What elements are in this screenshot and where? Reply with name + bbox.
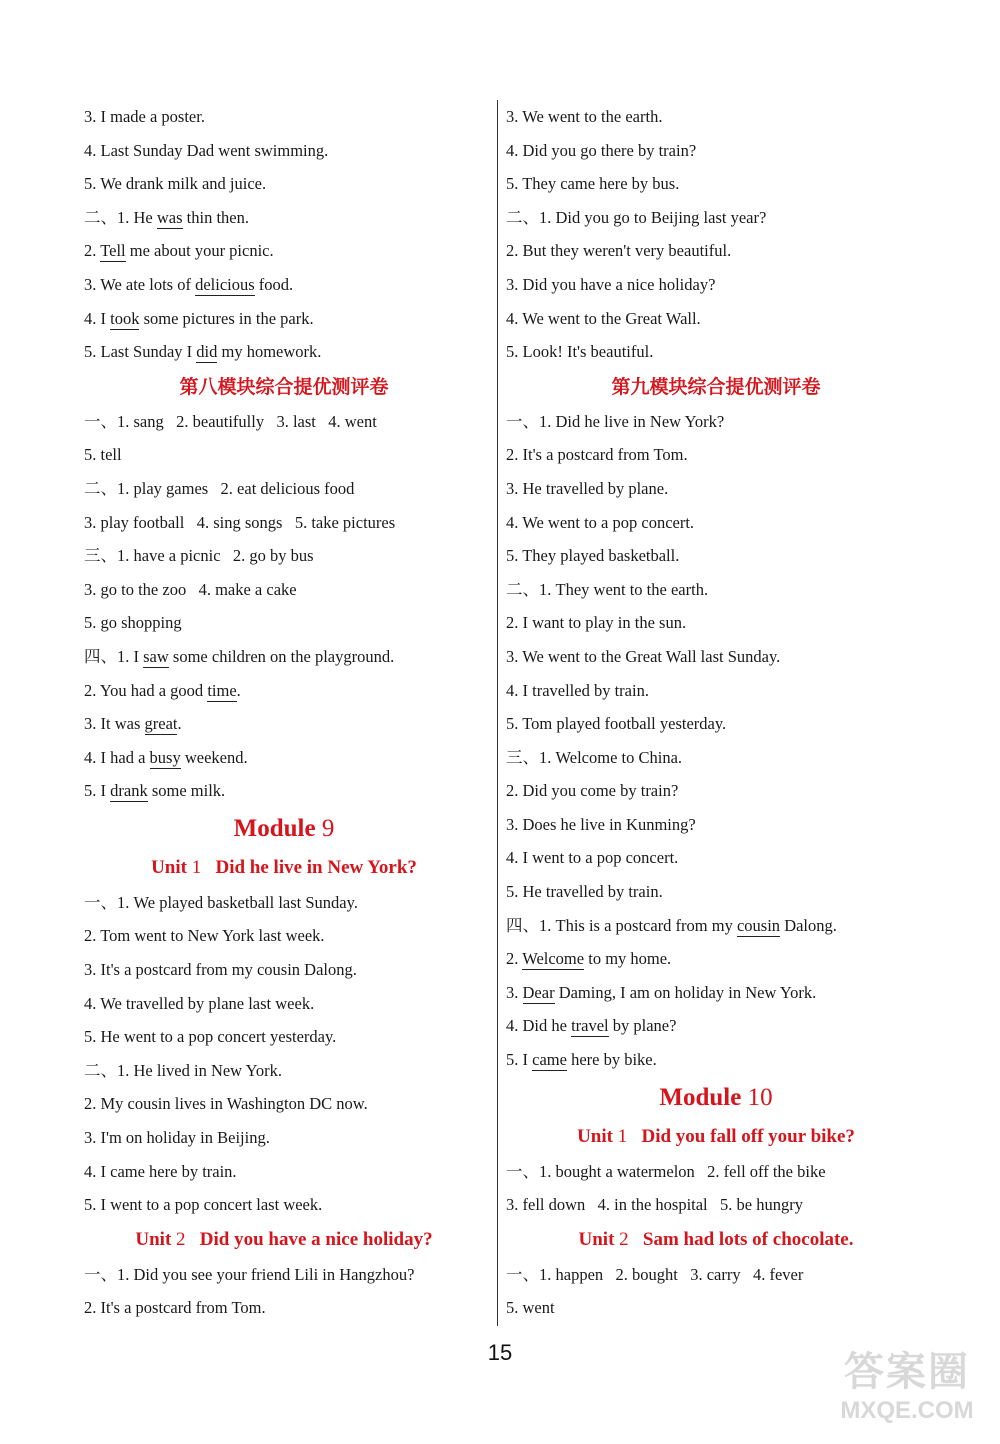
answer-text: some children on the playground. bbox=[168, 646, 395, 666]
answer-line bbox=[506, 302, 926, 336]
answer-line bbox=[84, 987, 484, 1021]
unit-heading bbox=[84, 1222, 484, 1258]
answer-line bbox=[506, 1188, 926, 1222]
answer-line bbox=[506, 1009, 926, 1043]
answer-text: 一、1. Did you see your friend Lili in Hangzhou? bbox=[84, 1264, 415, 1284]
answer-line bbox=[84, 134, 484, 168]
answer-line bbox=[506, 1291, 926, 1325]
answer-text: 3. We went to the Great Wall last Sunday. bbox=[506, 646, 781, 666]
answer-text: 4. I travelled by train. bbox=[506, 680, 649, 700]
answer-line bbox=[84, 707, 484, 741]
underlined-answer: came bbox=[532, 1050, 567, 1070]
watermark-chinese: 答案圈 bbox=[844, 1349, 970, 1395]
answer-text: 二、1. They went to the earth. bbox=[506, 579, 709, 599]
answer-line bbox=[506, 573, 926, 607]
answer-line bbox=[506, 674, 926, 708]
answer-text: 5. Look! It's beautiful. bbox=[506, 342, 654, 362]
answer-line bbox=[506, 335, 926, 369]
unit-title: Sam had lots of chocolate. bbox=[628, 1228, 854, 1250]
answer-text: 3. We ate lots of bbox=[84, 274, 196, 294]
answer-line bbox=[506, 976, 926, 1010]
answer-line bbox=[84, 539, 484, 573]
answer-text: 一、1. happen 2. bought 3. carry 4. fever bbox=[506, 1264, 804, 1284]
unit-heading bbox=[506, 1222, 926, 1258]
answer-text: some pictures in the park. bbox=[139, 308, 314, 328]
answer-text: 3. Does he live in Kunming? bbox=[506, 814, 696, 834]
answer-text: 4. I had a bbox=[84, 747, 150, 767]
underlined-answer: cousin bbox=[736, 915, 781, 935]
answer-text: 4. We went to the Great Wall. bbox=[506, 308, 701, 328]
answer-line bbox=[84, 302, 484, 336]
watermark-logo bbox=[822, 1348, 992, 1438]
answer-text: 5. He went to a pop concert yesterday. bbox=[84, 1027, 337, 1047]
column-divider bbox=[497, 100, 498, 1326]
answer-text: 2. My cousin lives in Washington DC now. bbox=[84, 1094, 368, 1114]
answer-text: some milk. bbox=[147, 781, 226, 801]
answer-line bbox=[84, 472, 484, 506]
answer-text: 2. It's a postcard from Tom. bbox=[84, 1298, 266, 1318]
page-number: 15 bbox=[487, 1340, 513, 1365]
unit-number: 1 bbox=[617, 1125, 628, 1147]
underlined-answer: time bbox=[207, 680, 237, 700]
answer-text: 4. I came here by train. bbox=[84, 1161, 237, 1181]
unit-label: Unit bbox=[578, 1228, 620, 1250]
underlined-answer: travel bbox=[571, 1016, 609, 1036]
answer-text: 4. I went to a pop concert. bbox=[506, 848, 679, 868]
answer-line bbox=[84, 919, 484, 953]
unit-title: Did he live in New York? bbox=[201, 856, 417, 878]
answer-text: me about your picnic. bbox=[125, 241, 274, 261]
answer-text: 一、1. We played basketball last Sunday. bbox=[84, 892, 358, 912]
answer-line bbox=[506, 201, 926, 235]
answer-line bbox=[506, 774, 926, 808]
unit-number: 1 bbox=[191, 856, 202, 878]
answer-line bbox=[84, 741, 484, 775]
answer-text: 3. fell down 4. in the hospital 5. be hungry bbox=[506, 1195, 803, 1215]
right-column bbox=[506, 100, 926, 1325]
underlined-answer: delicious bbox=[195, 274, 255, 294]
answer-line bbox=[84, 438, 484, 472]
answer-text: 二、1. He bbox=[84, 207, 157, 227]
answer-text: 三、1. have a picnic 2. go by bus bbox=[84, 546, 314, 566]
answer-line bbox=[84, 201, 484, 235]
answer-text: 3. It was bbox=[84, 714, 145, 734]
module-number: 9 bbox=[321, 814, 335, 842]
module-heading bbox=[84, 808, 484, 850]
unit-heading bbox=[506, 1119, 926, 1155]
answer-line bbox=[506, 438, 926, 472]
answer-line bbox=[506, 539, 926, 573]
unit-number: 2 bbox=[176, 1228, 186, 1250]
answer-line bbox=[84, 640, 484, 674]
answer-text: 5. I bbox=[506, 1050, 533, 1070]
answer-line bbox=[84, 1188, 484, 1222]
section-title: 第九模块综合提优测评卷 bbox=[611, 375, 821, 398]
answer-line bbox=[84, 953, 484, 987]
answer-text: . bbox=[177, 714, 182, 734]
unit-title: Did you fall off your bike? bbox=[627, 1125, 855, 1147]
answer-line bbox=[506, 1258, 926, 1292]
answer-text: 2. bbox=[506, 949, 523, 969]
answer-text: 二、1. Did you go to Beijing last year? bbox=[506, 207, 767, 227]
answer-line bbox=[84, 674, 484, 708]
answer-text: 3. He travelled by plane. bbox=[506, 478, 669, 498]
answer-text: thin then. bbox=[182, 207, 249, 227]
answer-line bbox=[84, 1258, 484, 1292]
answer-line bbox=[84, 405, 484, 439]
answer-line bbox=[84, 1155, 484, 1189]
underlined-answer: took bbox=[110, 308, 140, 328]
underlined-answer: Dear bbox=[522, 982, 555, 1002]
answer-text: 一、1. sang 2. beautifully 3. last 4. went bbox=[84, 411, 377, 431]
answer-text: 3. go to the zoo 4. make a cake bbox=[84, 579, 297, 599]
unit-label: Unit bbox=[151, 856, 192, 878]
answer-line bbox=[506, 707, 926, 741]
underlined-answer: Tell bbox=[100, 241, 126, 261]
answer-line bbox=[506, 841, 926, 875]
answer-text: here by bike. bbox=[566, 1050, 657, 1070]
section-title: 第八模块综合提优测评卷 bbox=[179, 375, 389, 398]
answer-text: 3. We went to the earth. bbox=[506, 107, 663, 126]
answer-text: 3. I'm on holiday in Beijing. bbox=[84, 1128, 270, 1148]
answer-line bbox=[84, 774, 484, 808]
underlined-answer: busy bbox=[149, 747, 181, 767]
answer-text: 四、1. I bbox=[84, 646, 144, 666]
answer-text: 3. It's a postcard from my cousin Dalong. bbox=[84, 960, 357, 980]
answer-text: 三、1. Welcome to China. bbox=[506, 747, 683, 767]
answer-line bbox=[84, 268, 484, 302]
answer-text: 一、1. Did he live in New York? bbox=[506, 411, 725, 431]
answer-text: 2. Tom went to New York last week. bbox=[84, 926, 325, 946]
answer-text: 2. You had a good bbox=[84, 680, 208, 700]
answer-text: 一、1. bought a watermelon 2. fell off the bike bbox=[506, 1161, 826, 1181]
answer-text: to my home. bbox=[584, 949, 672, 969]
underlined-answer: drank bbox=[110, 781, 148, 801]
module-heading bbox=[506, 1077, 926, 1119]
watermark-url: MXQE.COM bbox=[840, 1397, 974, 1424]
answer-line bbox=[84, 506, 484, 540]
unit-title: Did you have a nice holiday? bbox=[185, 1228, 433, 1250]
answer-text: 2. But they weren't very beautiful. bbox=[506, 241, 732, 261]
answer-line bbox=[84, 100, 484, 134]
module-label: Module bbox=[659, 1083, 748, 1111]
unit-label: Unit bbox=[577, 1125, 618, 1147]
answer-line bbox=[84, 335, 484, 369]
answer-text: 4. Last Sunday Dad went swimming. bbox=[84, 140, 329, 160]
answer-line bbox=[506, 100, 926, 134]
answer-line bbox=[84, 1020, 484, 1054]
answer-line bbox=[506, 606, 926, 640]
answer-line bbox=[84, 606, 484, 640]
answer-line bbox=[506, 1043, 926, 1077]
answer-text: 2. bbox=[84, 241, 101, 261]
answer-line bbox=[506, 640, 926, 674]
answer-line bbox=[84, 573, 484, 607]
answer-text: 二、1. He lived in New York. bbox=[84, 1060, 282, 1080]
answer-line bbox=[506, 472, 926, 506]
answer-text: 5. They came here by bus. bbox=[506, 174, 680, 194]
answer-line bbox=[506, 909, 926, 943]
answer-text: 3. bbox=[506, 982, 523, 1002]
answer-line bbox=[506, 942, 926, 976]
answer-text: 5. tell bbox=[84, 445, 122, 465]
answer-line bbox=[506, 134, 926, 168]
answer-line bbox=[506, 268, 926, 302]
answer-text: 4. We went to a pop concert. bbox=[506, 512, 695, 532]
answer-text: 5. Last Sunday I bbox=[84, 342, 197, 362]
answer-text: Dalong. bbox=[780, 915, 837, 935]
answer-line bbox=[506, 506, 926, 540]
answer-text: weekend. bbox=[180, 747, 248, 767]
answer-text: 4. Did he bbox=[506, 1016, 572, 1036]
left-column bbox=[84, 100, 484, 1325]
answer-text: 3. I made a poster. bbox=[84, 107, 205, 126]
underlined-answer: saw bbox=[143, 646, 169, 666]
unit-number: 2 bbox=[619, 1228, 629, 1250]
answer-line bbox=[506, 875, 926, 909]
answer-text: 二、1. play games 2. eat delicious food bbox=[84, 478, 355, 498]
answer-line bbox=[84, 1121, 484, 1155]
answer-line bbox=[84, 1291, 484, 1325]
answer-line bbox=[506, 405, 926, 439]
answer-text: 5. He travelled by train. bbox=[506, 882, 663, 902]
answer-line bbox=[506, 741, 926, 775]
answer-line bbox=[84, 886, 484, 920]
answer-line bbox=[84, 1087, 484, 1121]
answer-text: by plane? bbox=[608, 1016, 677, 1036]
answer-text: 5. Tom played football yesterday. bbox=[506, 714, 727, 734]
answer-line bbox=[506, 167, 926, 201]
answer-line bbox=[84, 167, 484, 201]
underlined-answer: great bbox=[144, 714, 178, 734]
answer-line bbox=[84, 234, 484, 268]
answer-text: Daming, I am on holiday in New York. bbox=[554, 982, 817, 1002]
answer-text: 4. Did you go there by train? bbox=[506, 140, 697, 160]
underlined-answer: Welcome bbox=[522, 949, 585, 969]
answer-line bbox=[84, 1054, 484, 1088]
unit-label: Unit bbox=[135, 1228, 177, 1250]
answer-text: 3. Did you have a nice holiday? bbox=[506, 274, 716, 294]
answer-text: 4. We travelled by plane last week. bbox=[84, 993, 315, 1013]
answer-line bbox=[506, 234, 926, 268]
answer-text: 5. They played basketball. bbox=[506, 546, 680, 566]
module-number: 10 bbox=[747, 1083, 773, 1111]
answer-text: 2. I want to play in the sun. bbox=[506, 613, 687, 633]
answer-text: 5. go shopping bbox=[84, 613, 182, 633]
answer-text: my homework. bbox=[217, 342, 322, 362]
answer-text: 5. I went to a pop concert last week. bbox=[84, 1195, 323, 1215]
answer-text: 5. I bbox=[84, 781, 111, 801]
module-label: Module bbox=[233, 814, 322, 842]
answer-line bbox=[506, 808, 926, 842]
answer-text: . bbox=[236, 680, 241, 700]
answer-text: 5. went bbox=[506, 1298, 555, 1318]
answer-text: 4. I bbox=[84, 308, 111, 328]
unit-heading bbox=[84, 850, 484, 886]
underlined-answer: was bbox=[156, 207, 183, 227]
underlined-answer: did bbox=[196, 342, 218, 362]
answer-text: 3. play football 4. sing songs 5. take pictures bbox=[84, 512, 396, 532]
answer-text: 2. It's a postcard from Tom. bbox=[506, 445, 688, 465]
answer-text: 四、1. This is a postcard from my bbox=[506, 915, 737, 935]
answer-line bbox=[506, 1155, 926, 1189]
answer-text: 5. We drank milk and juice. bbox=[84, 174, 267, 194]
answer-text: food. bbox=[254, 274, 294, 294]
answer-text: 2. Did you come by train? bbox=[506, 781, 679, 801]
